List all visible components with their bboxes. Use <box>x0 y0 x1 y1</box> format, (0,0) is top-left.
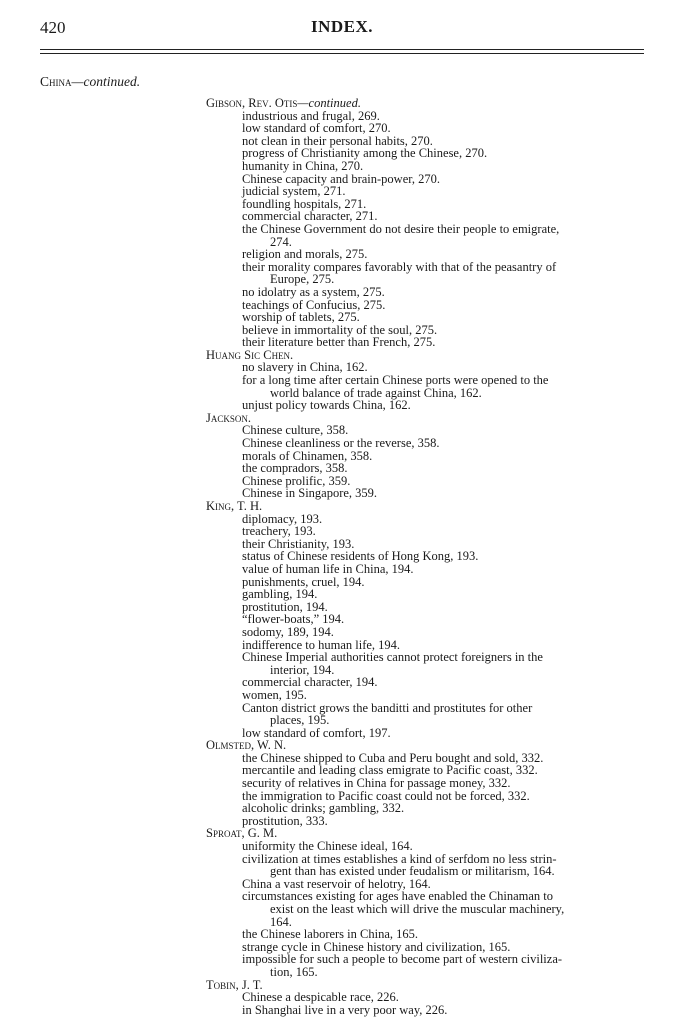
subentry <box>206 374 646 399</box>
subentry-text: commercial character, 271. <box>242 209 378 224</box>
subentry-text: commercial character, 194. <box>242 675 378 690</box>
subentry-text: China a vast reservoir of helotry, 164. <box>242 876 431 891</box>
subentry-text: in Shanghai live in a very poor way, 226. <box>242 1002 448 1017</box>
subentry-text: the Chinese shipped to Cuba and Peru bought and sold, 332. <box>242 750 544 765</box>
subentry-continuation: 164. <box>270 914 292 929</box>
entry-author-name: Sproat, G. M. <box>206 826 278 841</box>
subentry <box>206 651 646 676</box>
subentry-text: religion and morals, 275. <box>242 247 368 262</box>
subentry-text: impossible for such a people to become part of western civiliza- <box>242 952 563 967</box>
index-entry <box>206 827 646 978</box>
subentry-text: uniformity the Chinese ideal, 164. <box>242 839 413 854</box>
main-heading <box>40 74 140 90</box>
subentry-text: alcoholic drinks; gambling, 332. <box>242 801 405 816</box>
subentry <box>206 890 646 928</box>
subentry <box>206 853 646 878</box>
subentry-text: no idolatry as a system, 275. <box>242 284 385 299</box>
subentry-text: teachings of Confucius, 275. <box>242 297 386 312</box>
subentry-text: prostitution, 194. <box>242 599 328 614</box>
index-entries <box>206 97 646 1016</box>
subentry <box>206 399 646 412</box>
subentry-continuation: world balance of trade against China, 162. <box>270 385 482 400</box>
subentry-text: low standard of comfort, 197. <box>242 725 391 740</box>
subentry-text: for a long time after certain Chinese ports were opened to the <box>242 373 549 388</box>
main-heading-name: China <box>40 74 72 89</box>
subentry-text: progress of Christianity among the Chinese, 270. <box>242 146 488 161</box>
subentry-text: foundling hospitals, 271. <box>242 196 367 211</box>
subentry-text: mercantile and leading class emigrate to Pacific coast, 332. <box>242 763 538 778</box>
subentry-text: indifference to human life, 194. <box>242 637 401 652</box>
subentry-text: judicial system, 271. <box>242 184 346 199</box>
subentry-text: their morality compares favorably with that of the peasantry of <box>242 259 557 274</box>
index-entry <box>206 97 646 349</box>
subentry-continuation: interior, 194. <box>270 662 335 677</box>
subentry-text: Chinese Imperial authorities cannot protect foreigners in the <box>242 650 543 665</box>
index-entry <box>206 412 646 500</box>
subentry-text: prostitution, 333. <box>242 813 328 828</box>
subentry-text: punishments, cruel, 194. <box>242 574 365 589</box>
subentry-text: value of human life in China, 194. <box>242 561 414 576</box>
subentry-text: the immigration to Pacific coast could not be forced, 332. <box>242 788 530 803</box>
subentry-text: industrious and frugal, 269. <box>242 108 380 123</box>
subentry-continuation: places, 195. <box>270 713 330 728</box>
subentry-text: low standard of comfort, 270. <box>242 121 391 136</box>
subentry-text: the Chinese laborers in China, 165. <box>242 927 419 942</box>
subentry-text: diplomacy, 193. <box>242 511 323 526</box>
subentry-text: Chinese culture, 358. <box>242 423 349 438</box>
subentry-text: humanity in China, 270. <box>242 158 364 173</box>
index-entry <box>206 349 646 412</box>
subentry-text: not clean in their personal habits, 270. <box>242 133 433 148</box>
subentry-continuation: exist on the least which will drive the muscular machinery, <box>270 902 565 916</box>
subentry <box>206 261 646 286</box>
entry-author-name: Jackson. <box>206 410 251 425</box>
subentry-text: the Chinese Government do not desire their people to emigrate, <box>242 221 560 236</box>
page-title: INDEX. <box>310 17 374 36</box>
subentry-text: the compradors, 358. <box>242 461 348 476</box>
entry-author-name: Huang Sic Chen. <box>206 347 294 362</box>
subentry-text: Canton district grows the banditti and prostitutes for other <box>242 700 533 715</box>
subentry-text: Chinese in Singapore, 359. <box>242 486 378 501</box>
subentry-text: Chinese capacity and brain-power, 270. <box>242 171 441 186</box>
page-number: 420 <box>40 18 66 37</box>
subentry-text: gambling, 194. <box>242 587 318 602</box>
entry-author-suffix: —continued. <box>297 96 361 110</box>
subentry-text: circumstances existing for ages have enabled the Chinaman to <box>242 889 554 904</box>
index-entry <box>206 739 646 827</box>
subentry-text: unjust policy towards China, 162. <box>242 398 411 413</box>
subentry <box>206 702 646 727</box>
entry-author-name: King, T. H. <box>206 499 263 513</box>
subentry-continuation: gent than has existed under feudalism or militarism, 164. <box>270 864 555 879</box>
index-entry <box>206 979 646 1017</box>
header-rule-bottom <box>40 53 644 54</box>
subentry-text: Chinese prolific, 359. <box>242 473 351 488</box>
subentry-text: Chinese cleanliness or the reverse, 358. <box>242 436 440 451</box>
subentry <box>206 223 646 248</box>
subentry-text: civilization at times establishes a kind of serfdom no less strin- <box>242 851 557 866</box>
subentry-text: strange cycle in Chinese history and civilization, 165. <box>242 939 511 954</box>
subentry-text: morals of Chinamen, 358. <box>242 448 373 463</box>
subentry-text: treachery, 193. <box>242 524 316 539</box>
subentry-text: their literature better than French, 275. <box>242 335 436 350</box>
subentry-continuation: 274. <box>270 234 292 249</box>
entry-author-name: Tobin, J. T. <box>206 977 263 992</box>
entry-author-name: Olmsted, W. N. <box>206 738 287 753</box>
subentry-continuation: tion, 165. <box>270 964 318 979</box>
main-heading-suffix: —continued. <box>71 74 141 89</box>
subentry-text: women, 195. <box>242 687 307 702</box>
subentry-text: status of Chinese residents of Hong Kong, 193. <box>242 549 479 564</box>
subentry-text: their Christianity, 193. <box>242 536 355 551</box>
subentry-text: believe in immortality of the soul, 275. <box>242 322 438 337</box>
subentry-text: no slavery in China, 162. <box>242 360 368 375</box>
subentry <box>206 487 646 500</box>
subentry-text: sodomy, 189, 194. <box>242 624 334 639</box>
subentry <box>206 1004 646 1017</box>
subentry-continuation: Europe, 275. <box>270 272 335 287</box>
subentry <box>206 953 646 978</box>
index-entry <box>206 500 646 739</box>
entry-author-name: Gibson, Rev. Otis <box>206 96 298 110</box>
subentry-text: “flower-boats,” 194. <box>242 612 345 627</box>
subentry-text: security of relatives in China for passage money, 332. <box>242 776 511 791</box>
header-rule-top <box>40 49 644 50</box>
subentry-text: worship of tablets, 275. <box>242 310 360 325</box>
subentry-text: Chinese a despicable race, 226. <box>242 990 399 1005</box>
